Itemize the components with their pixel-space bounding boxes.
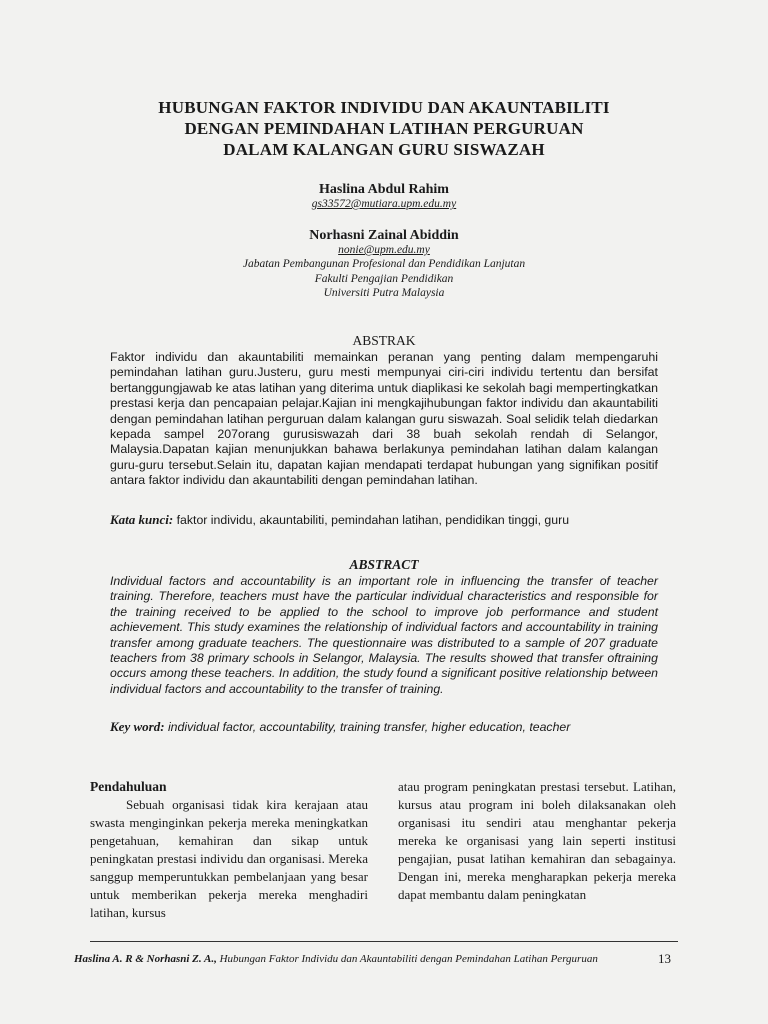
- affiliation-department: Jabatan Pembangunan Profesional dan Pendidikan Lanjutan: [242, 258, 526, 270]
- author-2: [90, 227, 678, 301]
- intro-paragraph-left: Sebuah organisasi tidak kira kerajaan atau swasta menginginkan pekerja mereka meningkatkan pengetahuan, kemahiran dan sikap untuk peningkatan prestasi individu dan organisasi. Mereka sanggup memperuntukkan pembelanjaan yang besar untuk memberikan pekerja mereka menghadiri latihan, kursus: [90, 797, 368, 920]
- footer-divider: [90, 941, 678, 942]
- author-1: [90, 181, 678, 211]
- title-line-2: DENGAN PEMINDAHAN LATIHAN PERGURUAN: [184, 119, 584, 138]
- footer-authors: Haslina A. R & Norhasni Z. A.,: [74, 953, 217, 965]
- abstract-body: Individual factors and accountability is an important role in influencing the transfer of teacher training. Therefore, teachers must have the particular individual characteristics and responsible for the training received to be applied to the school to improve job performance and student achievement. This study examines the relationship of individual factors and accountability in training transfer among graduate teachers. The questionnaire was distributed to a sample of 207 graduate teachers from 38 primary schools in Selangor, Malaysia. The results showed that transfer oftraining occurs among these teachers. In addition, the study found a significant positive relationship between individual factors and accountability to the transfer of training.: [110, 574, 658, 696]
- kata-kunci-values: faktor individu, akauntabiliti, pemindahan latihan, pendidikan tinggi, guru: [173, 513, 570, 527]
- title-line-3: DALAM KALANGAN GURU SISWAZAH: [223, 140, 545, 159]
- pendahuluan-heading: Pendahuluan: [90, 779, 167, 794]
- affiliation-university: Universiti Putra Malaysia: [323, 287, 445, 299]
- footer-title: Hubungan Faktor Individu dan Akauntabiliti dengan Pemindahan Latihan Perguruan: [216, 953, 598, 965]
- author-1-email[interactable]: gs33572@mutiara.upm.edu.my: [311, 198, 457, 210]
- title-line-1: HUBUNGAN FAKTOR INDIVIDU DAN AKAUNTABILITI: [158, 98, 610, 117]
- paper-title: [90, 97, 678, 160]
- intro-paragraph-right: atau program peningkatan prestasi tersebut. Latihan, kursus atau program ini boleh dilaksanakan oleh organisasi itu sendiri atau menghantar pekerja mereka ke organisasi yang lain seperti institusi pengajian, pusat latihan kemahiran dan sebagainya. Dengan ini, mereka mengharapkan pekerja mereka dapat membantu dalam peningkatan: [398, 779, 676, 902]
- key-word-line: [110, 719, 670, 735]
- kata-kunci-label: Kata kunci:: [110, 512, 174, 527]
- author-2-email[interactable]: nonie@upm.edu.my: [338, 244, 430, 256]
- abstrak-body: Faktor individu dan akauntabiliti memainkan peranan yang penting dalam mempengaruhi pemindahan latihan guru.Justeru, guru mesti mempunyai ciri-ciri individu tertentu dan bersifat bertanggungjawab ke atas latihan yang diterima untuk diaplikasi ke sekolah bagi mempertingkatkan prestasi kerja dan pencapaian pelajar.Kajian ini mengkajihubungan faktor individu dan akauntabiliti dengan pemindahan latihan perguruan dalam kalangan guru siswazah. Soal selidik telah diedarkan kepada sampel 207orang gurusiswazah dari 38 buah sekolah rendah di Selangor, Malaysia.Dapatan kajian menunjukkan bahawa berlakunya pemindahan latihan dalam kalangan guru-guru tersebut.Selain itu, dapatan kajian mendapati terdapat hubungan yang signifikan positif antara faktor individu dan akauntabiliti dengan pemindahan latihan.: [110, 350, 658, 488]
- key-word-values: individual factor, accountability, training transfer, higher education, teacher: [164, 720, 571, 734]
- intro-column-left: [90, 778, 368, 922]
- author-1-name: Haslina Abdul Rahim: [319, 182, 449, 197]
- author-2-name: Norhasni Zainal Abiddin: [309, 228, 459, 243]
- abstract-heading: ABSTRACT: [349, 557, 419, 572]
- key-word-label: Key word:: [110, 719, 165, 734]
- affiliation-faculty: Fakulti Pengajian Pendidikan: [314, 272, 454, 285]
- page-number: 13: [658, 951, 671, 966]
- running-footer: [74, 952, 674, 966]
- abstrak-heading: ABSTRAK: [352, 333, 416, 348]
- intro-column-right: [398, 778, 676, 904]
- kata-kunci-line: [110, 512, 670, 528]
